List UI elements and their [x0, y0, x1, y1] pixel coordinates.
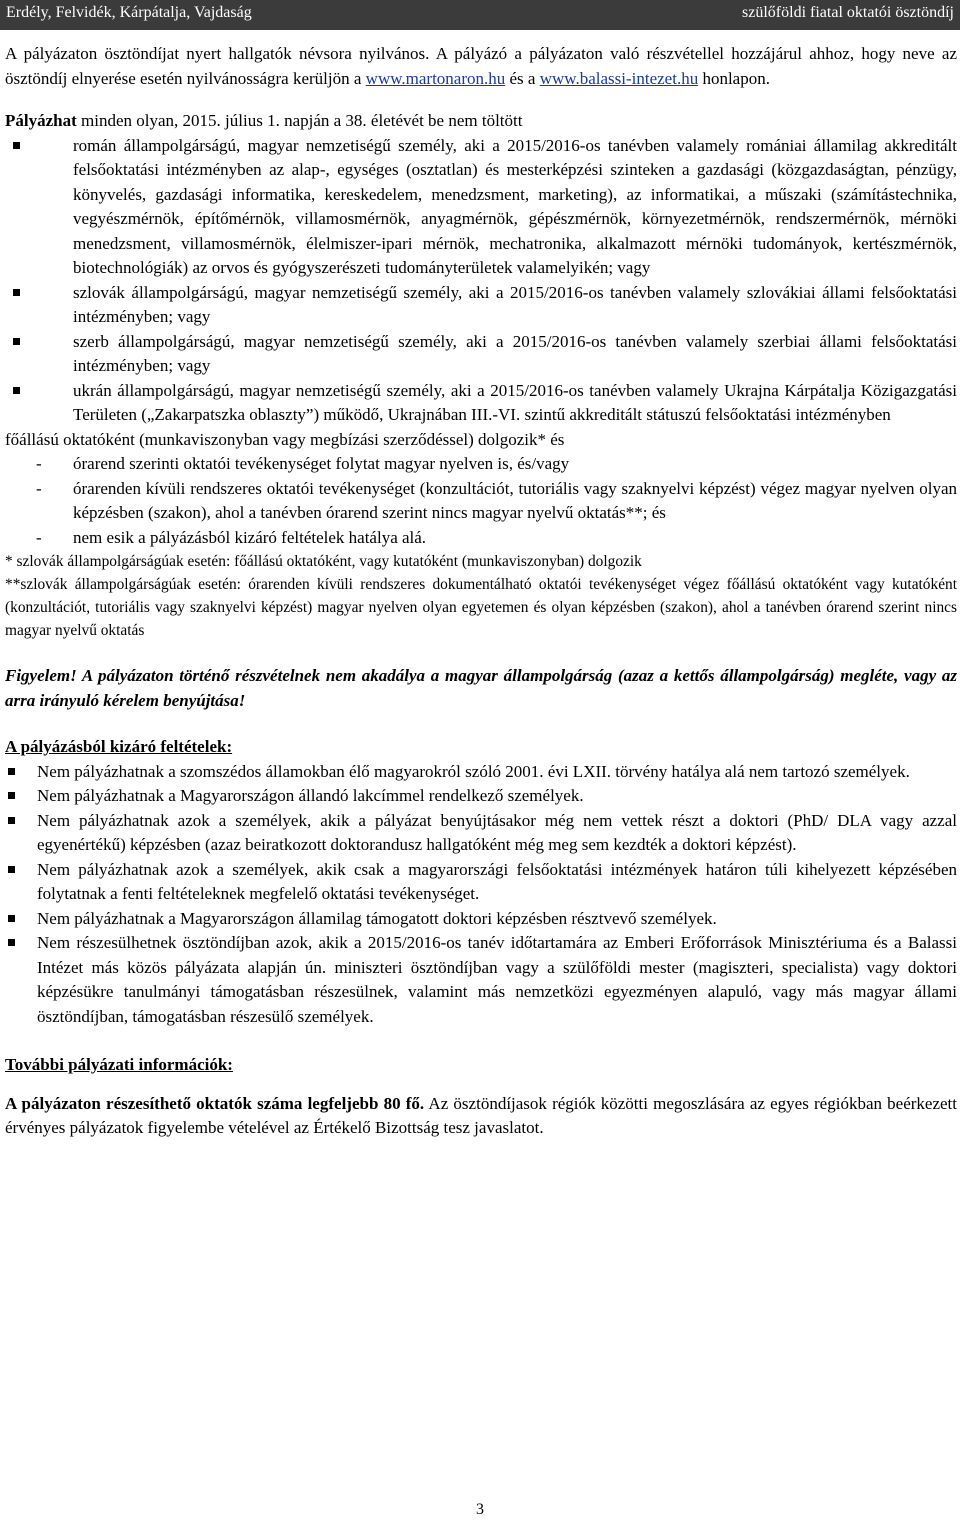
running-header — [0, 0, 960, 30]
intro-text: A pályázaton ösztöndíjat nyert hallgatók névsora nyilvános. A pályázó a pályázaton való részvétellel hozzájárul ahhoz, hogy neve az ösztöndíj elnyerése esetén nyilvánosságra kerüljön a — [5, 44, 957, 88]
exclusion-item-4: Nem pályázhatnak azok a személyek, akik csak a magyarországi felsőoktatási intézmények határon túli kihelyezett képzésében folytatnak a fenti feltételeknek megfelelő oktatási tevékenységet. — [5, 858, 957, 907]
footnote-2: **szlovák állampolgárságúak esetén: órarenden kívüli rendszeres dokumentálható oktatói tevékenységet végez főállású oktatóként vagy kutatóként (konzultációt, tutoriális vagy szaknyelvi képzést) magyar nyelven olyan egyetemen és olyan képzésben (szakon), ahol a tanévben órarend szerint nincs magyar nyelvű oktatás — [5, 576, 957, 639]
link-martonaron[interactable]: www.martonaron.hu — [365, 68, 506, 88]
eligibility-list — [5, 134, 957, 428]
warning-paragraph: Figyelem! A pályázaton történő részvételnek nem akadálya a magyar állampolgárság (azaz a kettős állampolgárság) megléte, vagy az arra irányuló kérelem benyújtása! — [5, 666, 957, 710]
intro-paragraph — [5, 42, 957, 91]
eligibility-lead-bold: Pályázhat — [5, 111, 77, 130]
exclusions-title: A pályázásból kizáró feltételek: — [5, 737, 233, 756]
exclusions-list — [5, 760, 957, 1030]
document-body — [5, 42, 957, 1141]
teaching-condition-2: - órarenden kívüli rendszeres oktatói tevékenységet (konzultációt, tutoriális vagy szaknyelvi képzést) végez magyar nyelven olyan képzésben (szakon), ahol a tanévben órarend szerint nincs magyar nyelvű oktatás**; és — [5, 477, 957, 526]
exclusion-item-1: Nem pályázhatnak a szomszédos államokban élő magyarokról szóló 2001. évi LXII. törvény hatálya alá nem tartozó személyek. — [5, 760, 957, 785]
footnote-1: * szlovák állampolgárságúak esetén: főállású oktatóként, vagy kutatóként (munkaviszonyban) dolgozik — [5, 553, 642, 570]
exclusion-item-2: Nem pályázhatnak a Magyarországon állandó lakcímmel rendelkező személyek. — [5, 784, 957, 809]
further-info-bold: A pályázaton részesíthető oktatók száma legfeljebb 80 fő. — [5, 1093, 425, 1113]
link-balassi[interactable]: www.balassi-intezet.hu — [539, 68, 699, 88]
header-right: szülőföldi fiatal oktatói ösztöndíj — [742, 4, 954, 21]
page-number: 3 — [476, 1501, 484, 1518]
teaching-conditions-list — [5, 452, 957, 550]
eligibility-item-romanian: román állampolgárságú, magyar nemzetiségű személy, aki a 2015/2016-os tanévben valamely romániai államilag akkreditált felsőoktatási intézményben az alap-, egységes (osztatlan) és mesterképzési szinteken a gazdasági (közgazdaságtan, pénzügy, könyvelés, gazdasági informatika, kereskedelem, menedzsment, marketing), az informatikai, a műszaki (számítástechnika, vegyészmérnök, építőmérnök, villamosmérnök, anyagmérnök, gépészmérnök, környezetmérnök, rendszermérnök, mérnöki menedzsment, villamosmérnök, élelmiszer-ipari mérnök, mechatronika, alkalmazott mérnöki tudományok, kertészmérnök, biotechnológiák) az orvos és gyógyszerészeti tudományterületek valamelyikén; vagy — [5, 134, 957, 281]
exclusion-item-3: Nem pályázhatnak azok a személyek, akik a pályázat benyújtásakor még nem vettek részt a doktori (PhD/ DLA vagy azzal egyenértékű) képzésben (azaz beiratkozott doktorandusz hallgatóként még meg sem kezdték a doktori képzést). — [5, 809, 957, 858]
eligibility-lead-rest: minden olyan, 2015. július 1. napján a 38. életévét be nem töltött — [76, 111, 523, 130]
header-left: Erdély, Felvidék, Kárpátalja, Vajdaság — [6, 4, 252, 21]
exclusion-item-5: Nem pályázhatnak a Magyarországon államilag támogatott doktori képzésben résztvevő személyek. — [5, 907, 957, 932]
intro-and: és a — [505, 68, 540, 88]
exclusion-item-6: Nem részesülhetnek ösztöndíjban azok, akik a 2015/2016-os tanév időtartamára az Emberi Erőforrások Minisztériuma és a Balassi Intézet más közös pályázata alapján ún. miniszteri ösztöndíjban vagy a szülőföldi mester (magiszteri, specialista) vagy doktori képzésükre tanulmányi támogatásban részesülnek, valamint más nemzetközi egyezményen alapuló, vagy más magyar állami ösztöndíjban, támogatásban részesülő személyek. — [5, 931, 957, 1029]
eligibility-lead — [5, 109, 957, 134]
teaching-condition-1: - órarend szerinti oktatói tevékenységet folytat magyar nyelven is, és/vagy — [5, 452, 957, 477]
teaching-condition-3: - nem esik a pályázásból kizáró feltételek hatálya alá. — [5, 526, 957, 551]
eligibility-item-ukrainian: ukrán állampolgárságú, magyar nemzetiségű személy, aki a 2015/2016-os tanévben valamely Ukrajna Kárpátalja Közigazgatási Területen („Zakarpatszka oblaszty”) működő, Ukrajnában III.-VI. szintű akkreditált státuszú felsőoktatási intézményben — [5, 379, 957, 428]
eligibility-item-serbian: szerb állampolgárságú, magyar nemzetiségű személy, aki a 2015/2016-os tanévben valamely szerbiai állami felsőoktatási intézményben; vagy — [5, 330, 957, 379]
further-info-rest: Az ösztöndíjasok régiók közötti megoszlására az egyes régiókban beérkezett érvényes pályázatok figyelembe vételével az Értékelő Bizottság tesz javaslatot. — [5, 1093, 957, 1137]
fulltime-condition: főállású oktatóként (munkaviszonyban vagy megbízási szerződéssel) dolgozik* és — [5, 429, 565, 449]
further-info-title: További pályázati információk: — [5, 1055, 233, 1074]
eligibility-item-slovak: szlovák állampolgárságú, magyar nemzetiségű személy, aki a 2015/2016-os tanévben valamely szlovákiai állami felsőoktatási intézményben; vagy — [5, 281, 957, 330]
intro-end: honlapon. — [698, 68, 770, 88]
further-info-paragraph — [5, 1092, 957, 1141]
